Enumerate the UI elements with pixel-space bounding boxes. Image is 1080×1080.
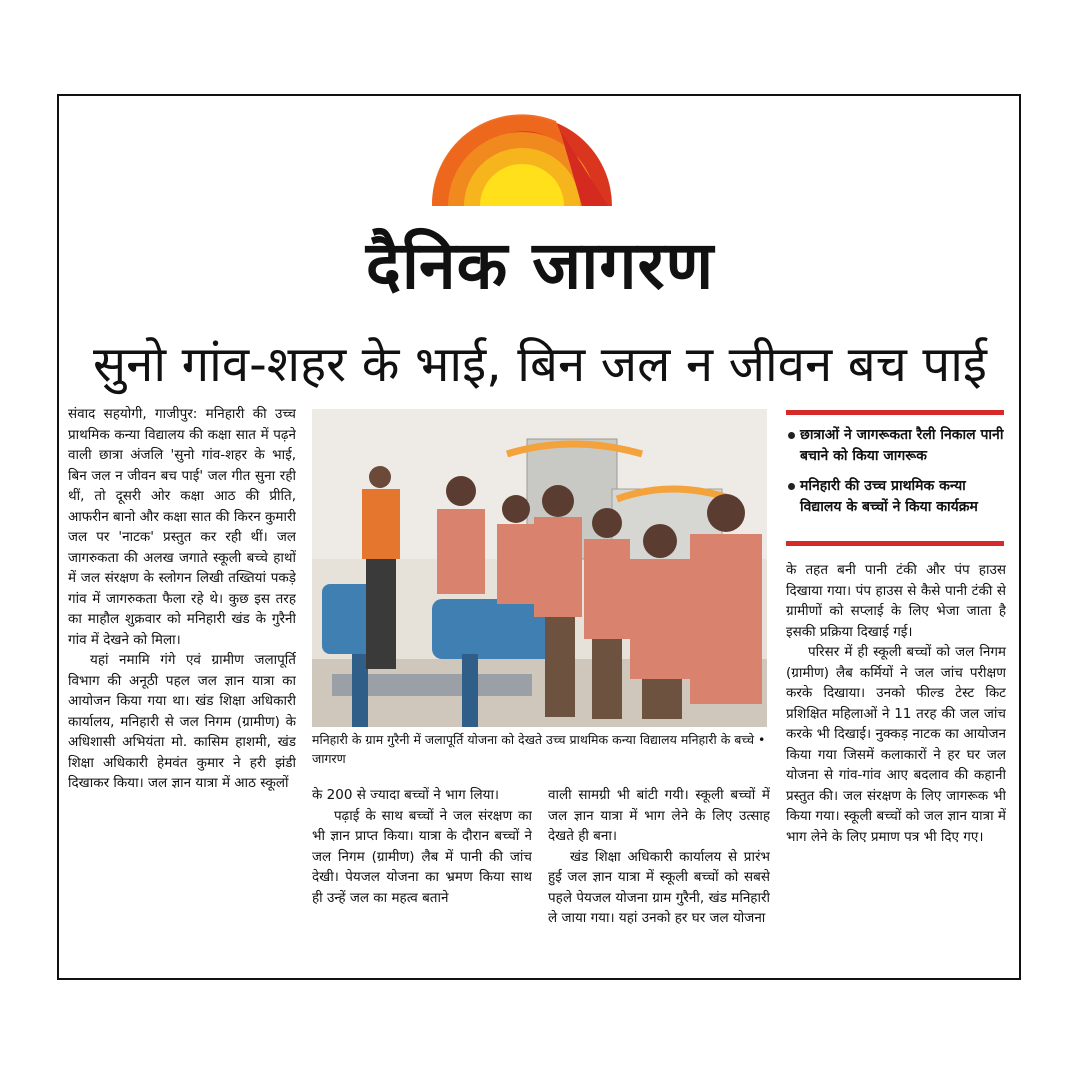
article-column-3 <box>548 785 770 970</box>
photo-illustration <box>312 409 767 727</box>
paragraph: संवाद सहयोगी, गाजीपुर: मनिहारी की उच्च प्राथमिक कन्या विद्यालय की कक्षा सात में पढ़ने वाली छात्रा अंजलि 'सुनो गांव-शहर के भाई, बिन जल न जीवन बच पाई' जल गीत सुना रही थीं, तो दूसरी ओर कक्षा आठ की प्रीति, आफरीन बानो और कक्षा सात की किरन कुमारी जल पर 'नाटक' प्रस्तुत कर रही थीं। जल जागरुकता की अलख जगाते स्कूली बच्चे हाथों में जल संरक्षण के स्लोगन लिखी तख्तियां पकड़े गांव में जागरुकता फैला रहे थे। कुछ इस तरह का माहौल शुक्रवार को मनिहारी खंड के गुरैनी गांव में देखने को मिला। <box>68 406 296 648</box>
article-column-1 <box>68 404 296 974</box>
photo-caption: मनिहारी के ग्राम गुरैनी में जलापूर्ति योजना को देखते उच्च प्राथमिक कन्या विद्यालय मनिहारी के बच्चे • जागरण <box>312 732 766 766</box>
paragraph: के 200 से ज्यादा बच्चों ने भाग लिया। <box>312 787 500 803</box>
sun-logo-icon <box>432 114 612 206</box>
paragraph: परिसर में ही स्कूली बच्चों को जल निगम (ग्रामीण) लैब कर्मियों ने जल जांच परीक्षण करके दिखाया। उनको फील्ड टेस्ट किट प्रशिक्षित महिलाओं ने 11 तरह की जल जांच करके भी दिखाई। नुक्कड़ नाटक का आयोजन किया गया जिसमें कलाकारों ने हर घर जल योजना से गांव-गांव आए बदलाव की कहानी प्रस्तुत की। जल संरक्षण के लिए जागरूक भी किया गया। स्कूली बच्चों को जल ज्ञान यात्रा में भाग लेने के लिए प्रमाण पत्र भी दिए गए। <box>786 644 1006 845</box>
article-headline: सुनो गांव-शहर के भाई, बिन जल न जीवन बच पाई <box>93 336 987 393</box>
newspaper-masthead: दैनिक जागरण <box>365 227 715 304</box>
paragraph: पढ़ाई के साथ बच्चों ने जल संरक्षण का भी ज्ञान प्राप्त किया। यात्रा के दौरान बच्चों ने जल निगम (ग्रामीण) लैब में पानी की जांच देखी। पेयजल योजना का भ्रमण किया साथ ही उन्हें जल का महत्व बताने <box>312 807 532 906</box>
article-photo <box>312 409 767 727</box>
paragraph: के तहत बनी पानी टंकी और पंप हाउस दिखाया गया। पंप हाउस से कैसे पानी टंकी से ग्रामीणों को सप्लाई के लिए भेजा जाता है इसकी प्रक्रिया दिखाई गई। <box>786 562 1006 640</box>
paragraph: वाली सामग्री भी बांटी गयी। स्कूली बच्चों में जल ज्ञान यात्रा में भाग लेने के लिए उत्साह देखते ही बना। <box>548 787 770 844</box>
paragraph: यहां नमामि गंगे एवं ग्रामीण जलापूर्ति विभाग की अनूठी पहल जल ज्ञान यात्रा का आयोजन किया गया था। खंड शिक्षा अधिकारी कार्यालय, मनिहारी से जल निगम (ग्रामीण) के अधिशासी अभियंता मो. कासिम हाशमी, खंड शिक्षा अधिकारी हेमवंत कुमार ने हरी झंडी दिखाकर किया। जल ज्ञान यात्रा में आठ स्कूलों <box>68 652 296 791</box>
highlights-box <box>786 410 1004 546</box>
paragraph: खंड शिक्षा अधिकारी कार्यालय से प्रारंभ हुई जल ज्ञान यात्रा में स्कूली बच्चों को सबसे पहले पेयजल योजना ग्राम गुरैनी, खंड मनिहारी ले जाया गया। यहां उनको हर घर जल योजना <box>548 848 770 926</box>
highlight-item: मनिहारी की उच्च प्राथमिक कन्या विद्यालय के बच्चों ने किया कार्यक्रम <box>786 476 1004 518</box>
highlight-item: छात्राओं ने जागरूकता रैली निकाल पानी बचाने को किया जागरूक <box>786 425 1004 467</box>
highlights-list <box>786 415 1004 518</box>
article-column-2 <box>312 785 532 970</box>
article-column-4 <box>786 560 1006 970</box>
